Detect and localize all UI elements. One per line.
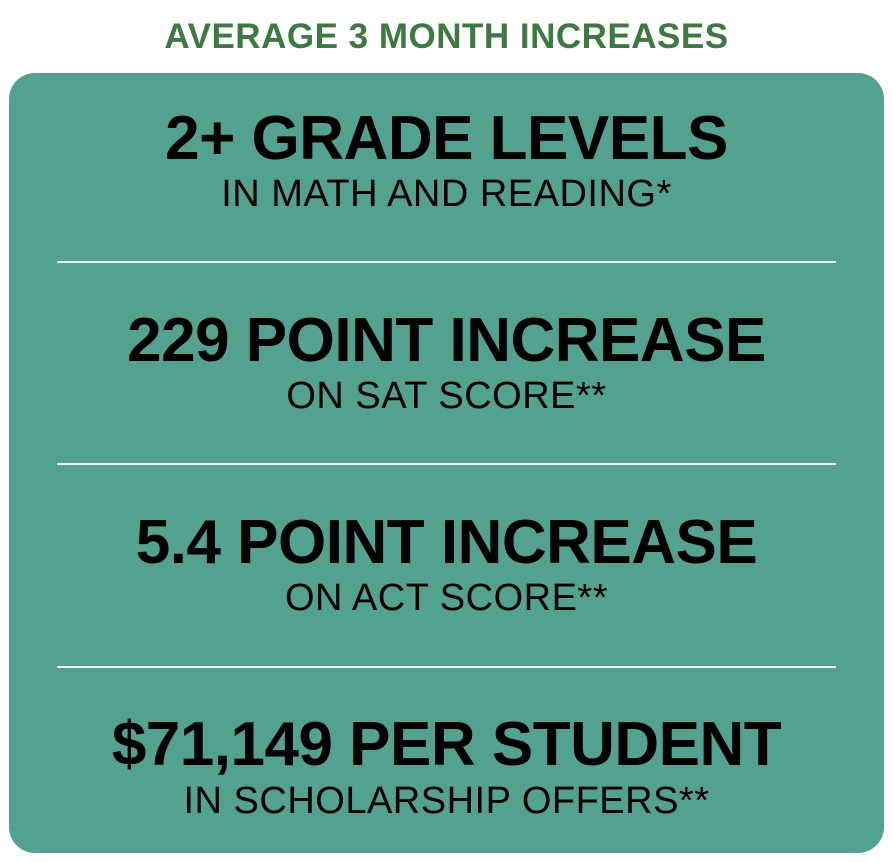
stat-value: 229 POINT INCREASE — [127, 305, 766, 375]
stat-label: IN MATH AND READING* — [221, 172, 672, 215]
stat-value: $71,149 PER STUDENT — [111, 710, 782, 780]
stat-label: IN SCHOLARSHIP OFFERS** — [183, 779, 710, 822]
stat-label: ON SAT SCORE** — [286, 375, 607, 418]
stat-label: ON ACT SCORE** — [284, 577, 609, 620]
divider — [57, 666, 836, 668]
stat-value: 5.4 POINT INCREASE — [135, 508, 758, 578]
page-title: AVERAGE 3 MONTH INCREASES — [164, 17, 729, 56]
stat-item-grade-levels — [57, 103, 836, 216]
stat-item-scholarship — [57, 710, 836, 822]
stat-value: 2+ GRADE LEVELS — [165, 103, 728, 173]
stat-item-act — [57, 508, 836, 620]
divider — [57, 463, 836, 465]
divider — [57, 261, 836, 263]
stat-item-sat — [57, 305, 836, 418]
stats-card — [9, 73, 884, 853]
